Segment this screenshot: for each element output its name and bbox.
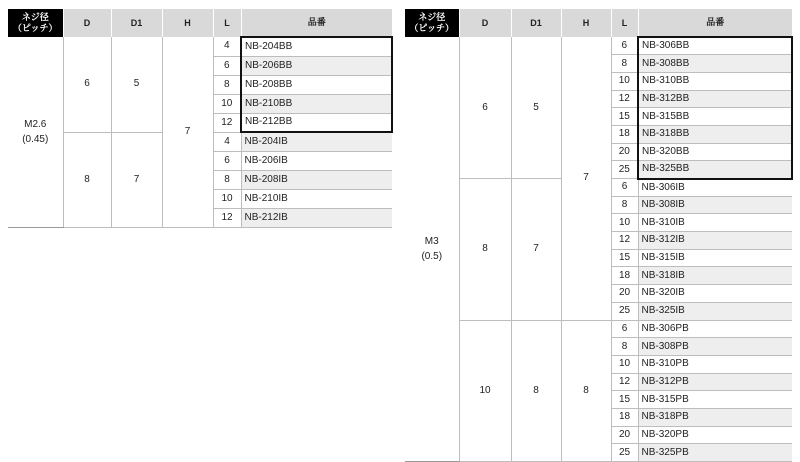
- spec-table-m2-6: [8, 9, 393, 228]
- length-l: 15: [611, 108, 638, 126]
- screw-size: M3: [424, 236, 439, 247]
- part-number: NB-325IB: [638, 302, 792, 320]
- dimension-d1: 7: [511, 179, 561, 321]
- part-number: NB-325PB: [638, 444, 792, 462]
- part-number: NB-204IB: [241, 132, 392, 151]
- header-screw-line1: ネジ径: [21, 11, 49, 22]
- part-number: NB-308PB: [638, 338, 792, 356]
- dimension-d1: 5: [111, 37, 162, 132]
- length-l: 20: [611, 426, 638, 444]
- part-number: NB-318BB: [638, 125, 792, 143]
- length-l: 4: [213, 132, 241, 151]
- length-l: 10: [213, 189, 241, 208]
- dimension-d: 8: [459, 179, 511, 321]
- header-h: H: [561, 9, 611, 37]
- part-number: NB-315IB: [638, 249, 792, 267]
- header-part-number: 品番: [241, 9, 392, 37]
- screw-pitch: (0.5): [421, 251, 443, 262]
- length-l: 6: [611, 37, 638, 55]
- length-l: 6: [611, 320, 638, 338]
- part-number: NB-212IB: [241, 208, 392, 227]
- length-l: 12: [611, 232, 638, 250]
- dimension-d: 10: [459, 320, 511, 462]
- part-number: NB-318PB: [638, 408, 792, 426]
- length-l: 6: [213, 151, 241, 170]
- length-l: 12: [213, 208, 241, 227]
- spec-table-m3: [405, 9, 793, 462]
- part-number: NB-306BB: [638, 37, 792, 55]
- header-d1: D1: [111, 9, 162, 37]
- part-number: NB-320BB: [638, 143, 792, 161]
- part-number: NB-325BB: [638, 161, 792, 179]
- dimension-d: 6: [459, 37, 511, 179]
- part-number: NB-320IB: [638, 285, 792, 303]
- screw-size-cell: [8, 37, 63, 227]
- header-l: L: [213, 9, 241, 37]
- length-l: 8: [611, 338, 638, 356]
- length-l: 8: [611, 55, 638, 73]
- part-number: NB-310IB: [638, 214, 792, 232]
- part-number: NB-315PB: [638, 391, 792, 409]
- length-l: 4: [213, 37, 241, 56]
- part-number: NB-312BB: [638, 90, 792, 108]
- dimension-h: 8: [561, 320, 611, 462]
- table-row: [405, 320, 792, 338]
- length-l: 18: [611, 408, 638, 426]
- part-number: NB-208IB: [241, 170, 392, 189]
- part-number: NB-206IB: [241, 151, 392, 170]
- part-number: NB-210BB: [241, 94, 392, 113]
- part-number: NB-204BB: [241, 37, 392, 56]
- length-l: 12: [611, 373, 638, 391]
- part-number: NB-310BB: [638, 72, 792, 90]
- part-number: NB-212BB: [241, 113, 392, 132]
- length-l: 8: [611, 196, 638, 214]
- length-l: 12: [611, 90, 638, 108]
- part-number: NB-208BB: [241, 75, 392, 94]
- screw-size-cell: [405, 37, 459, 462]
- screw-size: M2.6: [24, 118, 47, 130]
- length-l: 25: [611, 302, 638, 320]
- part-number: NB-210IB: [241, 189, 392, 208]
- dimension-d: 6: [63, 37, 111, 132]
- header-part-number: 品番: [638, 9, 792, 37]
- part-number: NB-306IB: [638, 179, 792, 197]
- dimension-d1: 5: [511, 37, 561, 179]
- length-l: 15: [611, 391, 638, 409]
- header-screw-diameter: [8, 9, 63, 37]
- length-l: 18: [611, 267, 638, 285]
- header-d1: D1: [511, 9, 561, 37]
- length-l: 6: [611, 179, 638, 197]
- dimension-d1: 7: [111, 132, 162, 227]
- length-l: 8: [213, 170, 241, 189]
- length-l: 20: [611, 143, 638, 161]
- part-number: NB-306PB: [638, 320, 792, 338]
- table-row: [405, 37, 792, 55]
- length-l: 10: [213, 94, 241, 113]
- dimension-h: 7: [561, 37, 611, 320]
- header-d: D: [459, 9, 511, 37]
- header-d: D: [63, 9, 111, 37]
- part-number: NB-320PB: [638, 426, 792, 444]
- header-screw-diameter: [405, 9, 459, 37]
- dimension-d1: 8: [511, 320, 561, 462]
- screw-pitch: (0.45): [22, 133, 49, 145]
- dimension-h: 7: [162, 37, 213, 227]
- length-l: 20: [611, 285, 638, 303]
- length-l: 25: [611, 444, 638, 462]
- part-number: NB-308IB: [638, 196, 792, 214]
- length-l: 10: [611, 355, 638, 373]
- header-l: L: [611, 9, 638, 37]
- part-number: NB-315BB: [638, 108, 792, 126]
- part-number: NB-206BB: [241, 56, 392, 75]
- length-l: 10: [611, 214, 638, 232]
- length-l: 18: [611, 125, 638, 143]
- part-number: NB-310PB: [638, 355, 792, 373]
- length-l: 15: [611, 249, 638, 267]
- table-row: [8, 37, 392, 56]
- length-l: 10: [611, 72, 638, 90]
- header-h: H: [162, 9, 213, 37]
- part-number: NB-308BB: [638, 55, 792, 73]
- length-l: 12: [213, 113, 241, 132]
- part-number: NB-312PB: [638, 373, 792, 391]
- part-number: NB-312IB: [638, 232, 792, 250]
- length-l: 8: [213, 75, 241, 94]
- dimension-d: 8: [63, 132, 111, 227]
- length-l: 6: [213, 56, 241, 75]
- header-screw-line1: ネジ径: [418, 11, 446, 22]
- part-number: NB-318IB: [638, 267, 792, 285]
- length-l: 25: [611, 161, 638, 179]
- header-screw-line2: （ピッチ）: [409, 23, 455, 33]
- header-screw-line2: （ピッチ）: [12, 23, 58, 33]
